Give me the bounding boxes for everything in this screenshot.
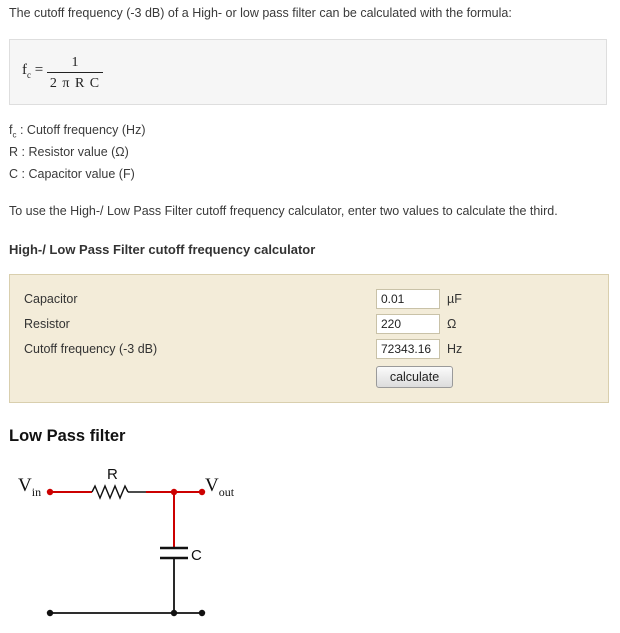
resistor-symbol [92,486,128,498]
capacitor-label: Capacitor [24,292,78,306]
definition-symbol: R [9,145,19,159]
resistor-input[interactable] [376,314,440,334]
capacitor-unit: µF [447,292,462,306]
definition-symbol: C [9,167,19,181]
formula-fraction [47,54,103,92]
resistor-row [24,314,594,336]
capacitor-row [24,289,594,311]
junction-node [171,489,177,495]
vout-label: $V_{out}$ [205,475,235,499]
definition-text: : Resistor value (Ω) [21,145,129,159]
formula-symbol: f [22,62,27,78]
formula-equals: = [34,62,44,78]
formula-numerator: 1 [71,55,79,70]
definition-text: : Cutoff frequency (Hz) [19,123,146,137]
cutoff-unit: Hz [447,342,463,356]
cutoff-input[interactable] [376,339,440,359]
calculator-title: High-/ Low Pass Filter cutoff frequency calculator [9,242,316,257]
vout-node [199,489,205,495]
vin-label: $V_{in}$ [18,475,42,499]
resistor-label: Resistor [24,317,70,331]
definition-text: : Capacitor value (F) [21,167,135,181]
calculator-panel [9,274,609,403]
formula-box [9,39,607,105]
definition-r [9,144,145,166]
definition-c [9,166,145,188]
ground-node-middle [171,610,177,616]
definition-subscript: c [12,130,17,140]
capacitor-input[interactable] [376,289,440,309]
definition-list [9,122,145,188]
cutoff-label: Cutoff frequency (-3 dB) [24,342,158,356]
low-pass-circuit-diagram [0,455,260,630]
intro-text: The cutoff frequency (-3 dB) of a High- or low pass filter can be calculated with the formula: [9,6,512,20]
definition-symbol: f [9,123,13,137]
cutoff-row [24,339,594,361]
capacitor-symbol-label: C [191,547,202,564]
ground-node-right [199,610,205,616]
resistor-unit: Ω [447,317,457,331]
fraction-bar [47,72,103,73]
ground-node-left [47,610,53,616]
calculate-button[interactable]: calculate [376,366,453,388]
formula-lhs [22,62,43,80]
resistor-symbol-label: R [107,466,118,483]
usage-text: To use the High-/ Low Pass Filter cutoff frequency calculator, enter two values to calculate the third. [9,204,558,218]
vin-node [47,489,53,495]
low-pass-title: Low Pass filter [9,427,126,445]
formula-subscript: c [27,70,31,80]
formula-denominator: 2 π R C [49,76,101,91]
definition-fc [9,122,145,144]
